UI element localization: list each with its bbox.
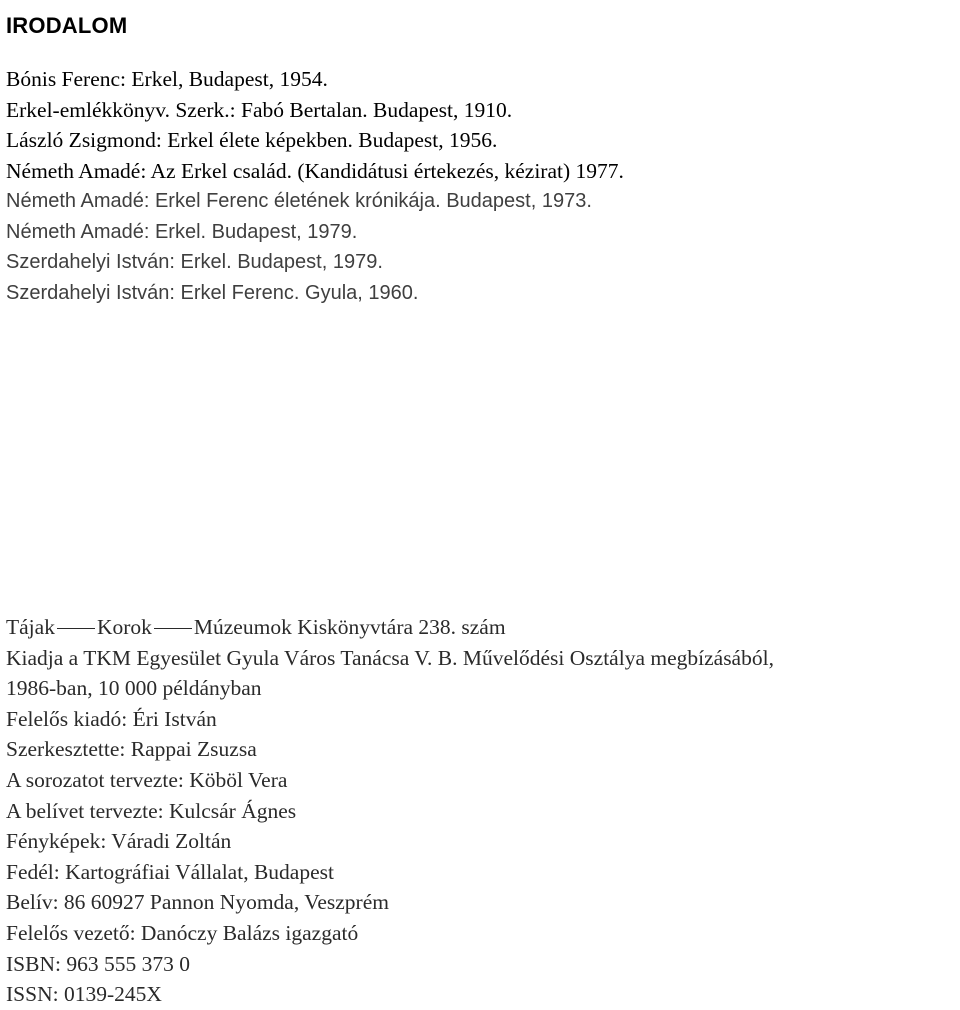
print-run-line: 1986-ban, 10 000 példányban (6, 676, 262, 701)
cover-line: Fedél: Kartográfiai Vállalat, Budapest (6, 859, 334, 884)
responsible-publisher-line: Felelős kiadó: Éri István (6, 706, 217, 731)
bibliography-entry: Szerdahelyi István: Erkel. Budapest, 1979. (6, 251, 383, 273)
interior-print-line: Belív: 86 60927 Pannon Nyomda, Veszprém (6, 890, 389, 915)
bibliography-entry: Németh Amadé: Erkel Ferenc életének krónikája. Budapest, 1973. (6, 190, 592, 212)
bibliography-entry: Erkel-emlékkönyv. Szerk.: Fabó Bertalan. Budapest, 1910. (6, 97, 513, 122)
interior-designer-line: A belívet tervezte: Kulcsár Ágnes (6, 798, 297, 823)
colophon (6, 612, 774, 1010)
isbn-line: ISBN: 963 555 373 0 (6, 951, 190, 976)
em-dash (154, 628, 192, 629)
photographs-line: Fényképek: Váradi Zoltán (6, 829, 232, 854)
manager-line: Felelős vezető: Danóczy Balázs igazgató (6, 920, 359, 945)
bibliography-entry: Bónis Ferenc: Erkel, Budapest, 1954. (6, 67, 328, 91)
publisher-line: Kiadja a TKM Egyesület Gyula Város Tanácsa V. B. Művelődési Osztálya megbízásából, (6, 645, 774, 670)
section-heading: IRODALOM (6, 12, 128, 38)
series-designer-line: A sorozatot tervezte: Köböl Vera (6, 767, 288, 792)
bibliography-entry: Németh Amadé: Erkel. Budapest, 1979. (6, 220, 358, 243)
series-word: Múzeumok Kiskönyvtára 238. szám (193, 615, 506, 639)
issn-line: ISSN: 0139-245X (6, 982, 162, 1007)
series-word: Tájak (6, 615, 55, 639)
em-dash (57, 628, 95, 629)
bibliography-entry: Szerdahelyi István: Erkel Ferenc. Gyula, 1960. (6, 281, 419, 304)
series-title (6, 612, 774, 643)
series-word: Korok (96, 615, 152, 639)
bibliography-entry: László Zsigmond: Erkel élete képekben. Budapest, 1956. (6, 128, 498, 152)
bibliography-list (6, 64, 624, 308)
editor-line: Szerkesztette: Rappai Zsuzsa (6, 737, 257, 762)
bibliography-entry: Németh Amadé: Az Erkel család. (Kandidátusi értekezés, kézirat) 1977. (6, 158, 624, 183)
